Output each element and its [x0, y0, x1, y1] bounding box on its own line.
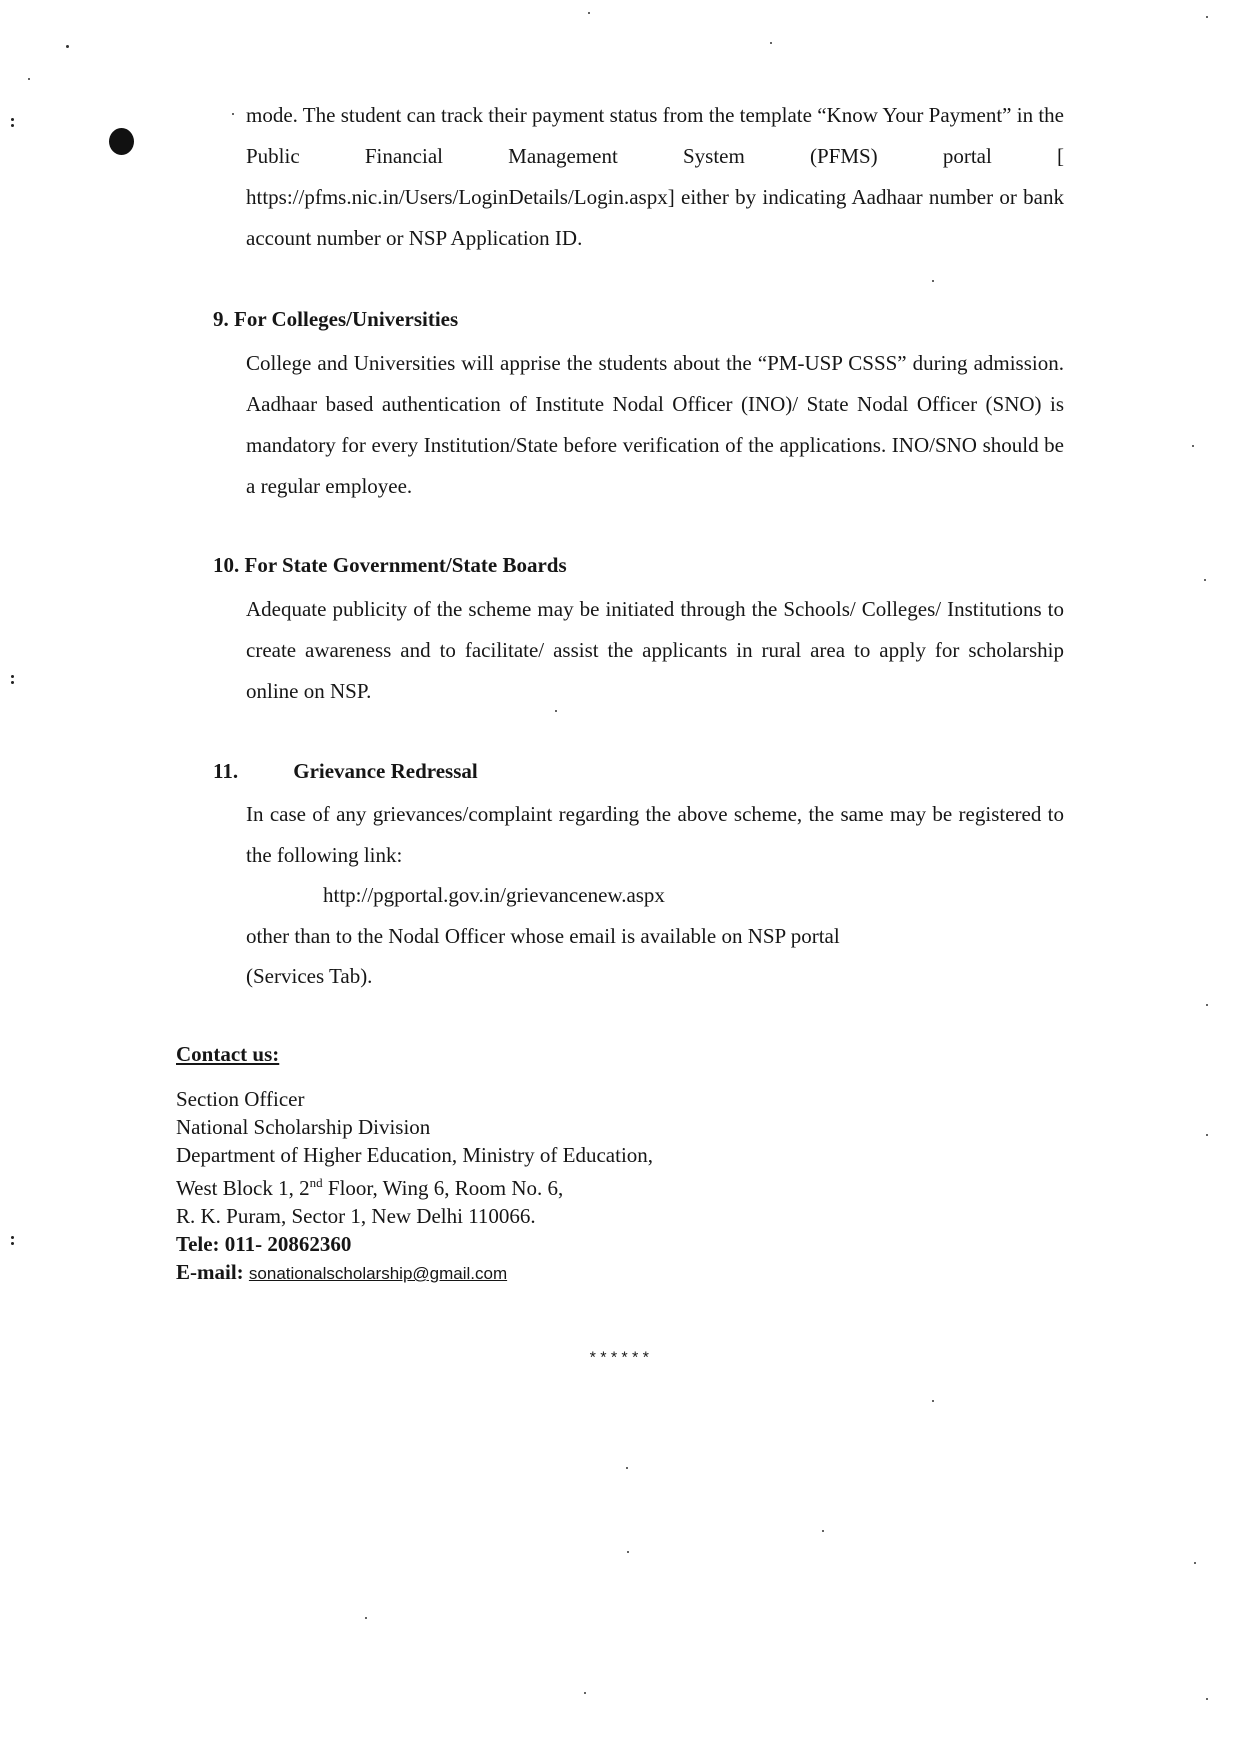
section-number: 11.: [213, 759, 239, 783]
scan-speck: [1204, 579, 1206, 581]
scan-speck: [1206, 16, 1208, 18]
nodal-officer-line: other than to the Nodal Officer whose email is available on NSP portal: [246, 924, 840, 948]
section-10-heading: [213, 551, 567, 579]
telephone-line: Tele: 011- 20862360: [176, 1232, 352, 1256]
address-sup: nd: [309, 1175, 323, 1190]
scan-speck: [588, 12, 590, 14]
section-9-heading: [213, 305, 458, 333]
scan-speck: [1206, 1698, 1208, 1700]
address-post: Floor, Wing 6, Room No. 6,: [322, 1176, 564, 1200]
contact-line: R. K. Puram, Sector 1, New Delhi 110066.: [176, 1204, 536, 1228]
scan-speck: [66, 45, 69, 48]
contact-line: Department of Higher Education, Ministry of Education,: [176, 1143, 654, 1167]
scan-speck: [822, 1530, 824, 1532]
contact-title: Contact us:: [176, 1042, 280, 1066]
scan-speck: [1194, 1562, 1196, 1564]
scan-speck: [584, 1692, 586, 1694]
scan-speck: [932, 280, 934, 282]
punch-mark: [11, 675, 14, 678]
scan-speck: [232, 113, 234, 115]
address-pre: West Block 1, 2: [176, 1176, 310, 1200]
email-link[interactable]: sonationalscholarship@gmail.com: [248, 1264, 508, 1283]
services-tab-line: (Services Tab).: [246, 964, 373, 988]
contact-block: [176, 1085, 653, 1288]
end-marker: ******: [588, 1350, 652, 1368]
contact-address-line: [176, 1169, 653, 1202]
section-title: For Colleges/Universities: [234, 307, 459, 331]
intro-paragraph: mode. The student can track their payment status from the template “Know Your Payment” in the Public Financial Management System (PFMS) portal [ https://pfms.nic.in/Users/LoginDetails/Login.aspx] either by indicating Aadhaar number or bank account number or NSP Application ID.: [246, 103, 1064, 250]
section-11-body: In case of any grievances/complaint regarding the above scheme, the same may be registered to the following link:: [246, 802, 1064, 867]
contact-line: Section Officer: [176, 1087, 305, 1111]
bullet-dot-mark: [109, 128, 134, 155]
scan-speck: [1192, 445, 1194, 447]
section-11-heading: [213, 757, 478, 785]
section-number: 9.: [213, 307, 229, 331]
section-10-body: Adequate publicity of the scheme may be initiated through the Schools/ Colleges/ Institutions to create awareness and to facilitate/ assist the applicants in rural area to apply for scholarship online on NSP.: [246, 597, 1064, 703]
scan-speck: [770, 42, 772, 44]
contact-line: National Scholarship Division: [176, 1115, 431, 1139]
scan-speck: [932, 1400, 934, 1402]
scan-speck: [626, 1467, 628, 1469]
section-title: Grievance Redressal: [293, 759, 478, 783]
section-number: 10.: [213, 553, 240, 577]
email-label: E-mail:: [176, 1260, 244, 1284]
email-line: [176, 1258, 653, 1288]
scan-speck: [627, 1551, 629, 1553]
scan-speck: [1206, 1004, 1208, 1006]
punch-mark: [11, 1236, 14, 1239]
scan-speck: [365, 1617, 367, 1619]
scan-speck: [28, 78, 30, 80]
grievance-link[interactable]: http://pgportal.gov.in/grievancenew.aspx: [323, 883, 665, 907]
punch-mark: [11, 118, 14, 121]
section-title: For State Government/State Boards: [244, 553, 567, 577]
scan-speck: [1206, 1134, 1208, 1136]
section-9-body: College and Universities will apprise the students about the “PM-USP CSSS” during admission. Aadhaar based authentication of Institute Nodal Officer (INO)/ State Nodal Officer (SNO) is mandatory for every Institution/State before verification of the applications. INO/SNO should be a regular employee.: [246, 351, 1064, 498]
